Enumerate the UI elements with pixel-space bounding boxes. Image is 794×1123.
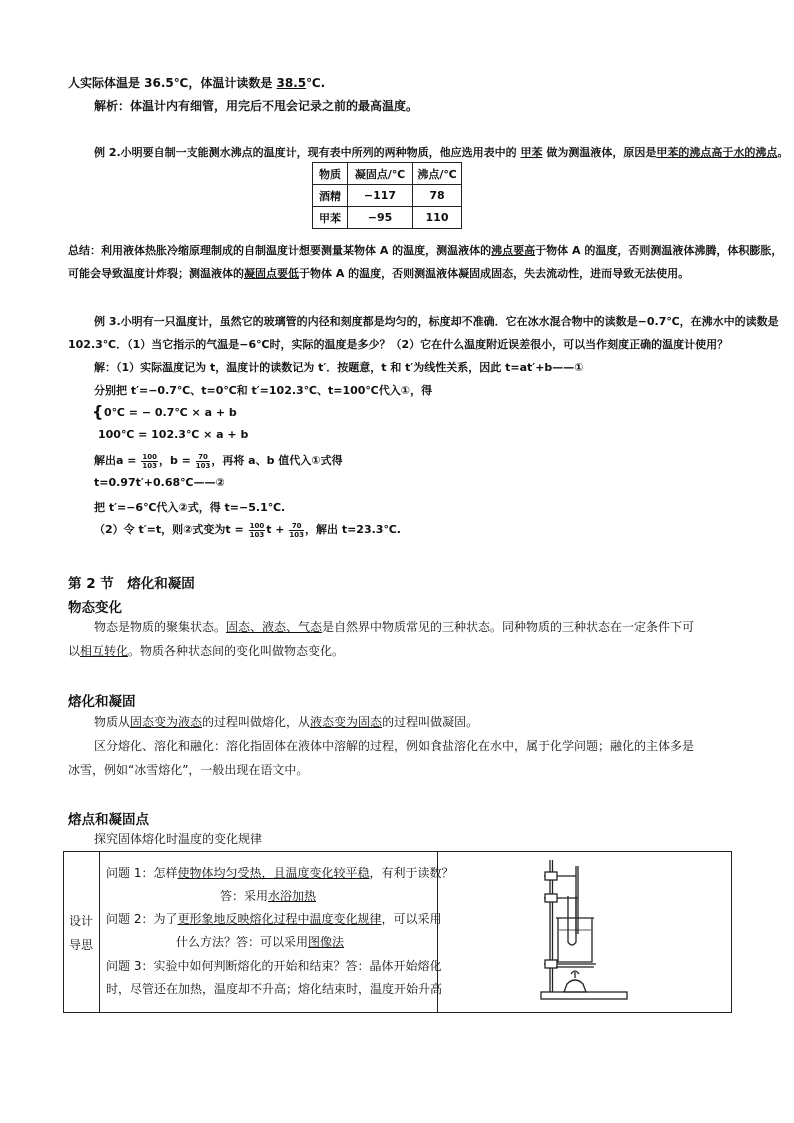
text: 可能会导致温度计炸裂；测温液体的 (68, 267, 244, 280)
paragraph-melting-1 (94, 713, 478, 730)
example-3-question-2: 102.3℃．（1）当它指示的气温是−6℃时，实际的温度是多少？（2）它在什么温度附近误差很小，可以当作刻度正确的温度计使用？ (68, 338, 729, 351)
table-cell: 110 (413, 207, 462, 229)
text: 的过程叫做熔化，从 (202, 715, 311, 729)
text: 是自然界中物质常见的三种状态。同种物质的三种状态在一定条件下可 (322, 620, 695, 634)
solution-line-6 (94, 521, 401, 539)
answer-underline: 凝固点要低 (244, 267, 299, 280)
table-header: 沸点/℃ (413, 163, 462, 185)
table-header-row (313, 163, 462, 185)
text: 例 2.小明要自制一支能测水沸点的温度计，现有表中所列的两种物质，他应选用表中的 (94, 146, 521, 159)
equation-1: 0℃ = − 0.7℃ × a + b (104, 406, 237, 419)
heading-melting-point: 熔点和凝固点 (68, 812, 149, 828)
table-row (313, 207, 462, 229)
solution-line-2: 分别把 t′=−0.7℃、t=0℃和 t′=102.3℃、t=100℃代入①，得 (94, 384, 433, 397)
answer-underline: 水浴加热 (268, 889, 317, 903)
paragraph-melting-3: 冰雪，例如“冰雪熔化”，一般出现在语文中。 (68, 763, 309, 777)
table-cell: 78 (413, 185, 462, 207)
solution-line-5: 把 t′=−6℃代入②式，得 t=−5.1℃. (94, 501, 286, 514)
text: 解出a = (94, 454, 137, 467)
apparatus-cell (438, 852, 731, 1012)
denominator: 103 (249, 530, 265, 539)
text: 问题 2：为了 (106, 912, 178, 926)
summary-line-1 (68, 242, 782, 258)
answer-underline: 固态、液态、气态 (226, 620, 323, 634)
text: ，b = (158, 454, 191, 467)
text: t + (266, 523, 285, 536)
text: 物态是物质的聚集状态。 (94, 620, 227, 634)
fraction-a (141, 453, 158, 470)
answer-underline: 使物体均匀受热，且温度变化较平稳 (177, 866, 370, 880)
text: 于物体 A 的温度，否则测温液体沸腾，体积膨胀， (535, 244, 783, 257)
fraction-b (289, 522, 304, 539)
answer-1 (220, 887, 316, 904)
denominator: 103 (289, 530, 304, 539)
solution-line-1: 解：（1）实际温度记为 t，温度计的读数记为 t′．按题意，t 和 t′为线性关系，因此 t=at′+b——① (94, 361, 584, 374)
text: ，可以采用 (381, 912, 442, 926)
paragraph-explore: 探究固体熔化时温度的变化规律 (94, 832, 263, 846)
question-2 (106, 910, 441, 927)
design-label-cell (64, 852, 100, 1012)
table-cell: 酒精 (313, 185, 348, 207)
answer-3: 时，尽管还在加热，温度却不升高；熔化结束时，温度开始升高 (106, 982, 443, 996)
fraction-a (249, 522, 266, 539)
text: 以 (68, 644, 81, 658)
equation-brace: { (92, 402, 104, 421)
section-title: 第 2 节 熔化和凝固 (68, 576, 195, 592)
denominator: 103 (142, 461, 157, 470)
table-cell: −95 (348, 207, 413, 229)
label-line-1: 设计 (69, 914, 94, 928)
summary-line-2 (68, 265, 689, 281)
text: 问题 1：怎样 (106, 866, 178, 880)
numerator: 70 (289, 522, 304, 531)
table-cell: 甲苯 (313, 207, 348, 229)
water-bath-apparatus-illustration (438, 852, 731, 1012)
answer-underline: 38.5 (276, 76, 307, 90)
answer-underline: 固态变为液态 (130, 715, 203, 729)
example-3-question-1: 例 3.小明有一只温度计，虽然它的玻璃管的内径和刻度都是均匀的，标度却不准确．它在冰水混合物中的读数是−0.7℃，在沸水中的读数是 (94, 315, 779, 328)
paragraph-melting-2: 区分熔化、溶化和融化：溶化指固体在液体中溶解的过程，例如食盐溶化在水中，属于化学问题；融化的主体多是 (94, 739, 695, 753)
answer-underline: 沸点要高 (491, 244, 536, 257)
question-1 (106, 864, 453, 881)
heading-state-change: 物态变化 (68, 600, 122, 616)
solution-line-4: t=0.97t′+0.68℃——② (94, 476, 225, 489)
design-table (63, 851, 732, 1013)
text: 什么方法？答：可以采用 (176, 935, 309, 949)
heading-melting: 熔化和凝固 (68, 694, 136, 710)
answer-2 (176, 933, 344, 950)
substance-table (312, 162, 462, 229)
stand-base (541, 992, 627, 999)
answer-underline: 甲苯 (520, 146, 543, 159)
text: ℃. (306, 76, 326, 90)
paragraph-state-2 (68, 642, 344, 659)
answer-underline: 液态变为固态 (310, 715, 383, 729)
text: 总结：利用液体热胀冷缩原理制成的自制温度计想要测量某物体 A 的温度，测温液体的 (68, 244, 492, 257)
text: 。 (777, 146, 789, 159)
solve-line (94, 452, 343, 470)
answer-underline: 相互转化 (80, 644, 129, 658)
text: 做为测温液体，原因是 (542, 146, 657, 159)
numerator: 70 (196, 453, 211, 462)
analysis-line: 解析：体温计内有细管，用完后不甩会记录之前的最高温度。 (94, 99, 419, 113)
fraction-b (196, 453, 211, 470)
answer-underline: 甲苯的沸点高于水的沸点 (656, 146, 778, 159)
text: 答：采用 (220, 889, 269, 903)
numerator: 100 (249, 521, 265, 530)
body-temp-line (68, 74, 325, 91)
answer-underline: 图像法 (308, 935, 345, 949)
table-cell: −117 (348, 185, 413, 207)
text: 于物体 A 的温度，否则测温液体凝固成固态，失去流动性，进而导致无法使用。 (299, 267, 690, 280)
table-header: 凝固点/℃ (348, 163, 413, 185)
text: ，解出 t=23.3℃. (305, 523, 401, 536)
text: ，再将 a、b 值代入①式得 (211, 454, 343, 467)
text: ，有利于读数？ (369, 866, 454, 880)
example-2-question (94, 144, 788, 160)
question-3: 问题 3：实验中如何判断熔化的开始和结束？答：晶体开始熔化 (106, 959, 442, 973)
text: （2）令 t′=t，则②式变为t = (94, 523, 244, 536)
text: 的过程叫做凝固。 (382, 715, 479, 729)
table-header: 物质 (313, 163, 348, 185)
denominator: 103 (195, 461, 211, 470)
equation-2: 100℃ = 102.3℃ × a + b (98, 428, 249, 441)
design-questions-cell (100, 852, 454, 1012)
table-row (313, 185, 462, 207)
label-line-2: 导思 (69, 938, 94, 952)
text: 人实际体温是 36.5℃，体温计读数是 (68, 76, 277, 90)
text: 物质从 (94, 715, 131, 729)
numerator: 100 (142, 452, 157, 461)
answer-underline: 更形象地反映熔化过程中温度变化规律 (177, 912, 382, 926)
text: 。物质各种状态间的变化叫做物态变化。 (128, 644, 345, 658)
paragraph-state-1 (94, 618, 694, 635)
